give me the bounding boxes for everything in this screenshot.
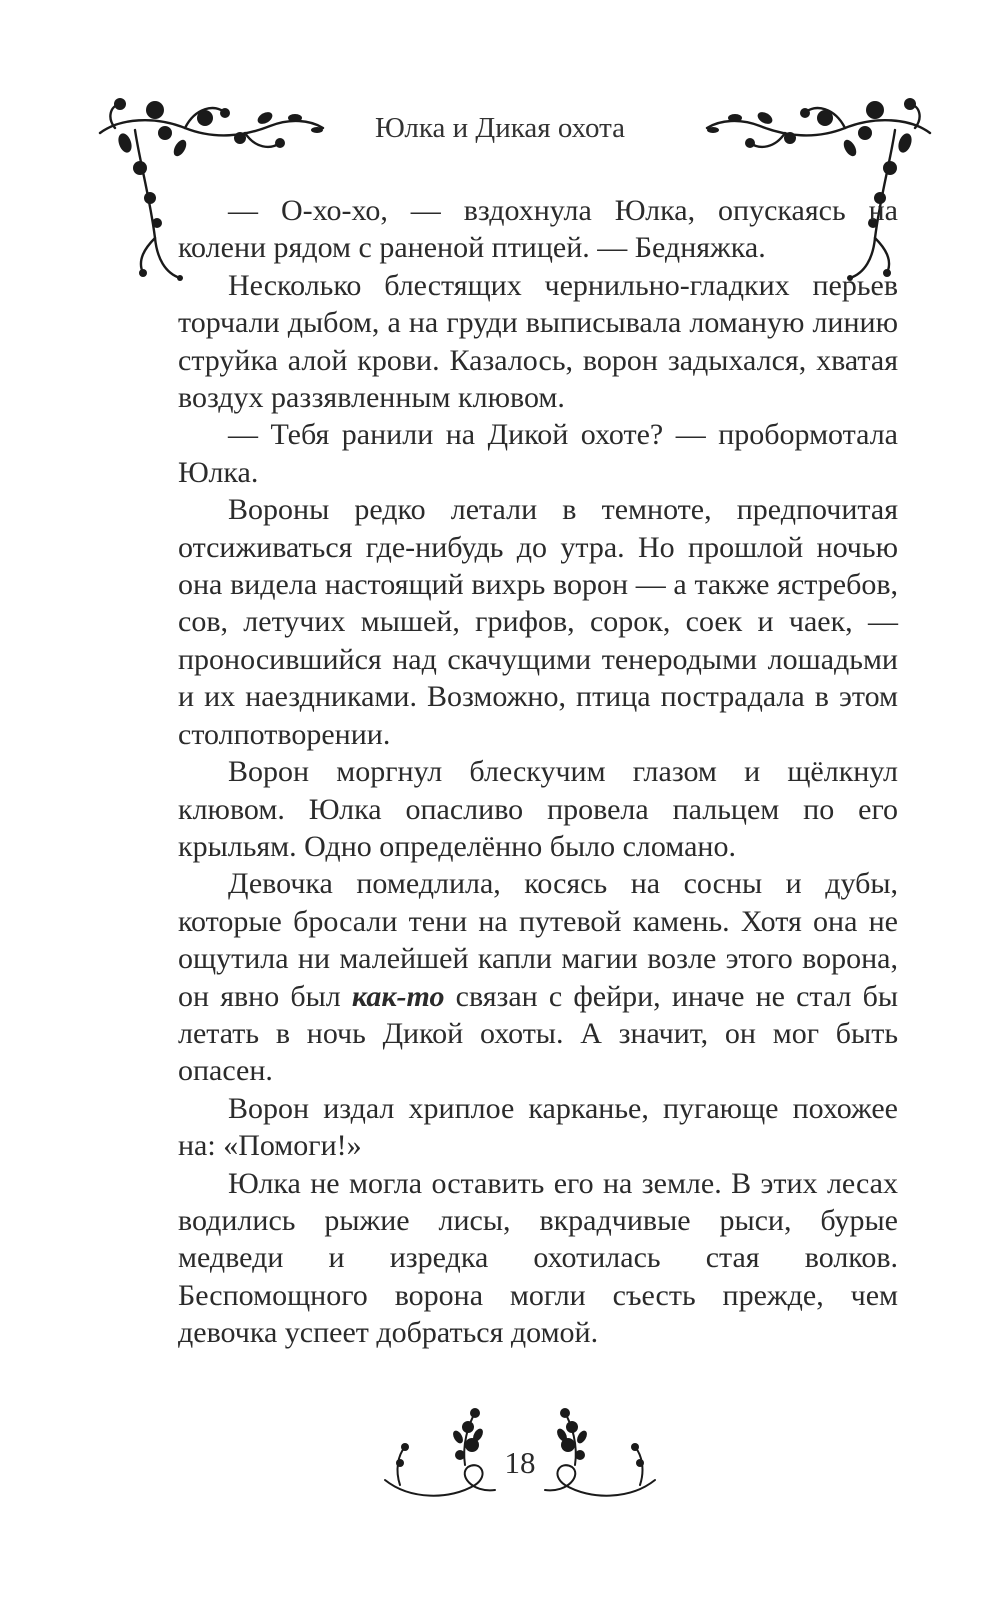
paragraph: — О-хо-хо, — вздохнула Юлка, опускаясь на колени рядом с раненой птицей. — Бедняжка. [178,194,898,265]
floral-footer-ornament-right-icon [535,1405,660,1505]
paragraph [178,865,898,1089]
page-number: 18 [504,1445,536,1480]
body-text [178,192,898,1352]
paragraph-text-after: связан с фейри, иначе не стал бы летать в ночь Дикой охоты. А значит, он мог быть опасен. [178,979,898,1088]
paragraph: Ворон моргнул блескучим глазом и щёлкнул клювом. Юлка опасливо провела пальцем по его крыльям. Одно определённо было сломано. [178,755,898,863]
emphasized-word: как-то [351,979,445,1013]
paragraph: Ворон издал хриплое карканье, пугающе похожее на: «Помоги!» [178,1091,898,1163]
paragraph: Несколько блестящих чернильно-гладких перьев торчали дыбом, а на груди выписывала ломаную линию струйка алой крови. Казалось, ворон задыхался, хватая воздух раззявленным клювом. [178,268,898,415]
paragraph-text-before: Девочка помедлила, косясь на сосны и дубы, которые бросали тени на путевой камень. Хотя она не ощутила ни малейшей капли магии возле этого ворона, он явно был [178,867,898,1013]
paragraph: — Тебя ранили на Дикой охоте? — пробормотала Юлка. [178,418,898,489]
paragraph: Юлка не могла оставить его на земле. В этих лесах водились рыжие лисы, вкрадчивые рыси, бурые медведи и изредка охотилась стая волков. Беспомощного ворона могли съесть прежде, чем девочка успеет добраться домой. [178,1166,898,1350]
running-head-title: Юлка и Дикая охота [374,112,626,144]
page-footer [380,1405,660,1505]
paragraph: Вороны редко летали в темноте, предпочитая отсиживаться где-нибудь до утра. Но прошлой ночью она видела настоящий вихрь ворон — а также ястребов, сов, летучих мышей, грифов, сорок, соек и чаек, — проносившийся над скачущими тенеродыми лошадьми и их наездниками. Возможно, птица пострадала в этом столпотворении. [178,493,898,751]
